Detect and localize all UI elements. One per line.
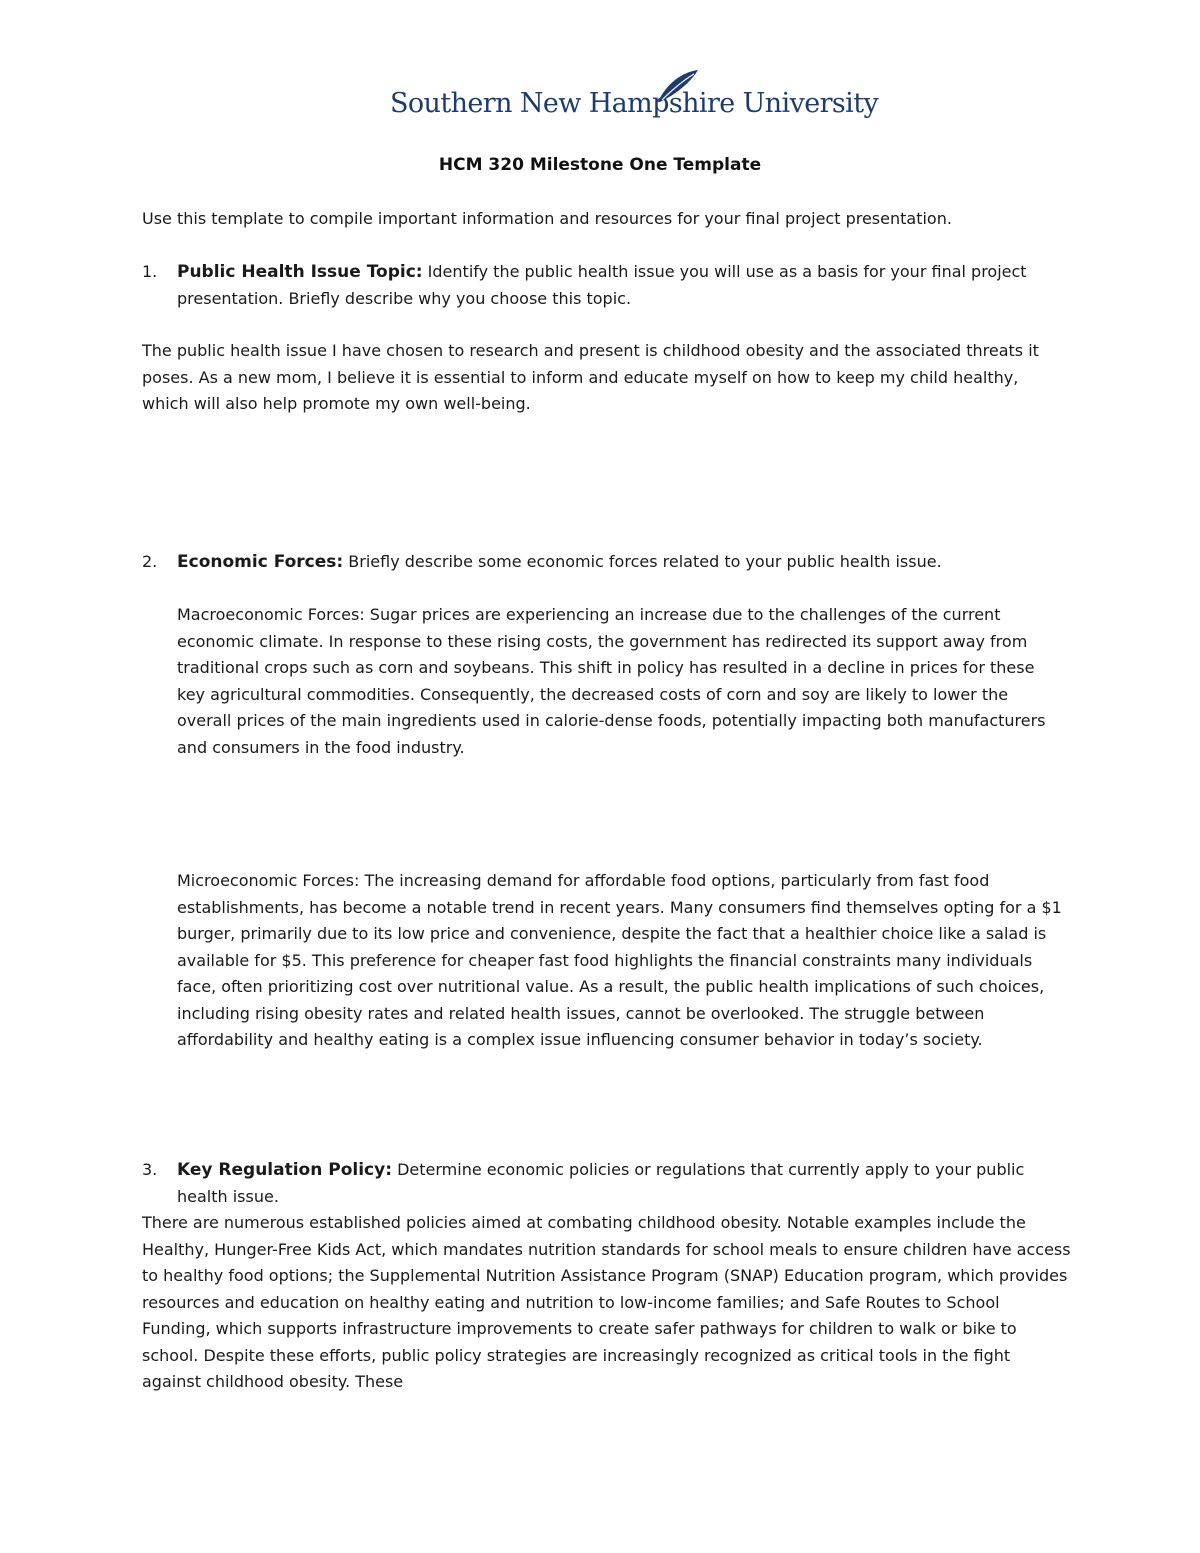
item-3-prompt-text: Determine economic policies or regulations that currently apply to your public health issue. bbox=[177, 1160, 1025, 1206]
item-3-number: 3. bbox=[142, 1160, 158, 1179]
item-2-label: Economic Forces: bbox=[177, 552, 344, 572]
item-1-prompt-text: Identify the public health issue you will use as a basis for your final project presentation. Briefly describe why you choose this topic. bbox=[177, 262, 1027, 308]
item-1-answer: The public health issue I have chosen to research and present is childhood obesity and the associated threats it poses. As a new mom, I believe it is essential to inform and educate myself on how to keep my child healthy, which will also help promote my own well-being. bbox=[142, 341, 1039, 413]
leaf-icon bbox=[652, 66, 702, 106]
item-2-prompt-text: Briefly describe some economic forces related to your public health issue. bbox=[343, 552, 942, 571]
item-1-label: Public Health Issue Topic: bbox=[177, 262, 423, 282]
intro-paragraph: Use this template to compile important information and resources for your final project presentation. bbox=[142, 209, 952, 228]
item-2-number: 2. bbox=[142, 552, 158, 571]
item-1-number: 1. bbox=[142, 262, 158, 281]
item-1-prompt bbox=[177, 259, 1077, 312]
item-3-label: Key Regulation Policy: bbox=[177, 1160, 392, 1180]
document-title: HCM 320 Milestone One Template bbox=[438, 155, 762, 175]
university-logo bbox=[390, 66, 879, 136]
item-3-prompt bbox=[177, 1157, 1057, 1210]
item-2-prompt bbox=[177, 549, 1077, 576]
item-2-answer-macro: Macroeconomic Forces: Sugar prices are experiencing an increase due to the challenges of the current economic climate. In response to these rising costs, the government has redirected its support away from traditional crops such as corn and soybeans. This shift in policy has resulted in a decline in prices for these key agricultural commodities. Consequently, the decreased costs of corn and soy are likely to lower the overall prices of the main ingredients used in calorie-dense foods, potentially impacting both manufacturers and consumers in the food industry. bbox=[177, 605, 1046, 757]
item-2-answer-micro: Microeconomic Forces: The increasing demand for affordable food options, particularly from fast food establishments, has become a notable trend in recent years. Many consumers find themselves opting for a $1 burger, primarily due to its low price and convenience, despite the fact that a healthier choice like a salad is available for $5. This preference for cheaper fast food highlights the financial constraints many individuals face, often prioritizing cost over nutritional value. As a result, the public health implications of such choices, including rising obesity rates and related health issues, cannot be overlooked. The struggle between affordability and healthy eating is a complex issue influencing consumer behavior in today’s society. bbox=[177, 871, 1062, 1049]
item-3-answer: There are numerous established policies aimed at combating childhood obesity. Notable examples include the Healthy, Hunger-Free Kids Act, which mandates nutrition standards for school meals to ensure children have access to healthy food options; the Supplemental Nutrition Assistance Program (SNAP) Education program, which provides resources and education on healthy eating and nutrition to low-income families; and Safe Routes to School Funding, which supports infrastructure improvements to create safer pathways for children to walk or bike to school. Despite these efforts, public policy strategies are increasingly recognized as critical tools in the fight against childhood obesity. These bbox=[142, 1213, 1071, 1391]
logo-wordmark: Southern New Hampshire University bbox=[390, 88, 879, 119]
